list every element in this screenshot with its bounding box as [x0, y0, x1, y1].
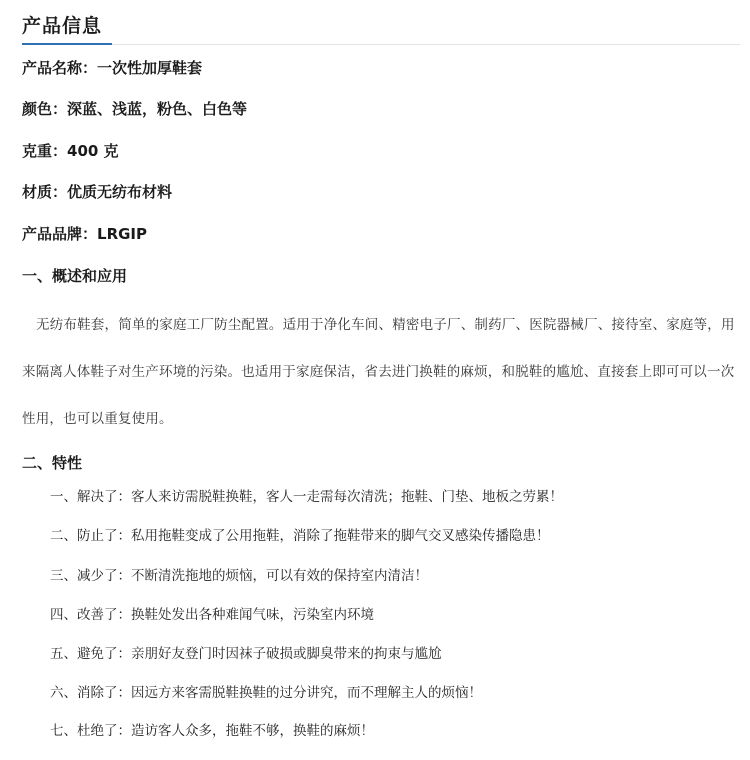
feature-item: 四、改善了：换鞋处发出各种难闻气味，污染室内环境: [50, 607, 374, 623]
feature-item: 六、消除了：因远方来客需脱鞋换鞋的过分讲究，而不理解主人的烦恼！: [50, 685, 482, 701]
feature-item: 二、防止了：私用拖鞋变成了公用拖鞋，消除了拖鞋带来的脚气交叉感染传播隐患！: [50, 528, 550, 544]
feature-item: 一、解决了：客人来访需脱鞋换鞋，客人一走需每次清洗；拖鞋、门垫、地板之劳累！: [50, 489, 563, 505]
spec-label: 颜色：: [22, 100, 68, 118]
spec-value: LRGIP: [97, 225, 148, 243]
spec-label: 产品名称：: [22, 59, 98, 77]
feature-item: 七、杜绝了：造访客人众多，拖鞋不够，换鞋的麻烦！: [50, 723, 374, 739]
spec-weight: [22, 140, 119, 162]
feature-item: 五、避免了：亲朋好友登门时因袜子破损或脚臭带来的拘束与尴尬: [50, 646, 442, 662]
section-title: 产品信息: [22, 15, 103, 37]
spec-material: [22, 181, 172, 203]
spec-brand: [22, 223, 147, 245]
spec-label: 材质：: [22, 183, 68, 201]
feature-item: 三、减少了：不断清洗拖地的烦恼，可以有效的保持室内清洁！: [50, 568, 428, 584]
spec-value: 400 克: [67, 142, 119, 160]
title-underline-accent: [22, 43, 112, 45]
overview-heading: 一、概述和应用: [22, 267, 128, 285]
spec-label: 克重：: [22, 142, 68, 160]
spec-label: 产品品牌：: [22, 225, 98, 243]
spec-value: 优质无纺布材料: [67, 183, 173, 201]
section-header: [22, 12, 740, 46]
spec-value: 一次性加厚鞋套: [97, 59, 203, 77]
spec-color: [22, 98, 247, 120]
spec-product-name: [22, 57, 202, 79]
header-divider: [22, 44, 740, 45]
spec-value: 深蓝、浅蓝，粉色、白色等: [67, 100, 248, 118]
overview-paragraph: 无纺布鞋套，简单的家庭工厂防尘配置。适用于净化车间、精密电子厂、制药厂、医院器械厂、接待室、家庭等，用来隔离人体鞋子对生产环境的污染。也适用于家庭保洁，省去进门换鞋的麻烦，和脱鞋的尴尬、直接套上即可可以一次性用，也可以重复使用。: [22, 317, 735, 427]
features-heading: 二、特性: [22, 454, 83, 472]
